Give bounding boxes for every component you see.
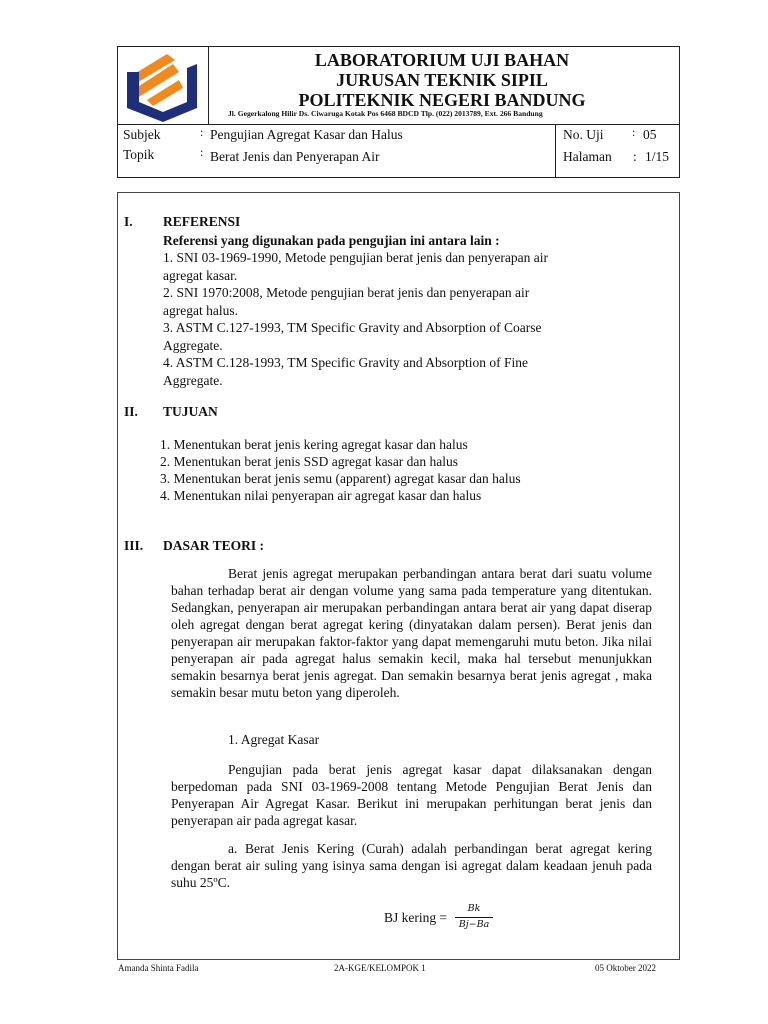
polban-logo — [117, 46, 209, 124]
test-no-value: 05 — [643, 127, 657, 142]
page-colon: : — [633, 149, 637, 164]
footer-author: Amanda Shinta Fadila — [118, 963, 199, 973]
department-title: JURUSAN TEKNIK SIPIL — [336, 70, 548, 90]
test-no-colon: : — [632, 125, 636, 139]
header-column-divider — [555, 124, 556, 178]
aim-item: 3. Menentukan berat jenis semu (apparent) agregat kasar dan halus — [160, 471, 521, 486]
reference-line: Aggregate. — [163, 337, 223, 353]
subject-value: Pengujian Agregat Kasar dan Halus — [210, 127, 403, 142]
page-value: 1/15 — [645, 149, 670, 164]
references-intro: Referensi yang digunakan pada pengujian ini antara lain : — [163, 233, 500, 248]
reference-line: 4. ASTM C.128-1993, TM Specific Gravity and Absorption of Fine — [163, 355, 528, 370]
fraction-bar — [455, 917, 493, 918]
section-title-theory: DASAR TEORI : — [163, 538, 265, 553]
topic-colon: : — [200, 145, 204, 159]
aim-item: 4. Menentukan nilai penyerapan air agregat kasar dan halus — [160, 488, 482, 503]
logo-cell — [117, 46, 209, 124]
footer-group: 2A-KGE/KELOMPOK 1 — [334, 963, 426, 973]
reference-line: 2. SNI 1970:2008, Metode pengujian berat jenis dan penyerapan air — [163, 285, 530, 300]
lab-title: LABORATORIUM UJI BAHAN — [314, 50, 570, 70]
reference-line: agregat kasar. — [163, 267, 238, 283]
theory-paragraph-3: a. Berat Jenis Kering (Curah) adalah perbandingan berat agregat kering dengan berat air suling yang isinya sama dengan isi agregat dalam keadaan jenuh pada suhu 25ºC. — [171, 841, 652, 890]
references-list — [163, 249, 548, 389]
aim-item: 2. Menentukan berat jenis SSD agregat kasar dan halus — [160, 454, 459, 469]
formula-lhs: BJ kering = — [384, 910, 448, 925]
reference-line: 3. ASTM C.127-1993, TM Specific Gravity and Absorption of Coarse — [163, 320, 542, 335]
formula-numerator: Bk — [467, 903, 481, 914]
subject-label: Subjek — [123, 127, 161, 142]
theory-paragraph-2: Pengujian pada berat jenis agregat kasar dapat dilaksanakan dengan berpedoman pada SNI 03-1969-2008 tentang Metode Pengujian Berat Jenis dan Penyerapan Air Agregat Kasar. Berikut ini merupakan perhitungan berat jenis dan penyerapan air pada agregat kasar. — [171, 762, 652, 828]
reference-line: agregat halus. — [163, 302, 238, 318]
institution-address: Jl. Gegerkalong Hilir Ds. Ciwaruga Kotak Pos 6468 BDCD Tlp. (022) 2013789, Ext. 266 Bandung — [228, 109, 543, 118]
reference-line: Aggregate. — [163, 372, 223, 388]
reference-line: 1. SNI 03-1969-1990, Metode pengujian berat jenis dan penyerapan air — [163, 250, 549, 265]
section-title-aims: TUJUAN — [163, 404, 218, 419]
test-no-label: No. Uji — [563, 127, 604, 142]
aim-item: 1. Menentukan berat jenis kering agregat kasar dan halus — [160, 437, 468, 452]
institution-title: POLITEKNIK NEGERI BANDUNG — [298, 90, 586, 110]
theory-paragraph-1: Berat jenis agregat merupakan perbandingan antara berat dari suatu volume bahan terhadap berat air dengan volume yang sama pada temperature yang ditentukan. Sedangkan, penyerapan air merupakan perbandingan antara berat air yang dapat diserap oleh agregat dengan berat agregat kering (dinyatakan dalam persen). Berat jenis dan penyerapan air merupakan faktor-faktor yang dapat memengaruhi mutu beton. Jika nilai penyerapan air pada agregat halus semakin kecil, maka hal tersebut menunjukkan semakin besarnya berat jenis agregat. Dan semakin besarnya berat jenis agregat , maka semakin besar mutu beton yang diperoleh. — [171, 566, 652, 700]
topic-value: Berat Jenis dan Penyerapan Air — [210, 149, 380, 164]
formula-denominator: Bj−Ba — [458, 919, 490, 930]
page-label: Halaman — [563, 149, 612, 164]
section-number-references: I. — [124, 214, 133, 229]
subject-colon: : — [200, 125, 204, 139]
footer-date: 05 Oktober 2022 — [595, 963, 656, 973]
section-number-aims: II. — [124, 404, 138, 419]
topic-label: Topik — [123, 147, 155, 162]
section-title-references: REFERENSI — [163, 214, 241, 229]
subsection-coarse-aggregate: 1. Agregat Kasar — [228, 732, 320, 747]
aims-list — [160, 436, 521, 504]
section-number-theory: III. — [124, 538, 144, 553]
